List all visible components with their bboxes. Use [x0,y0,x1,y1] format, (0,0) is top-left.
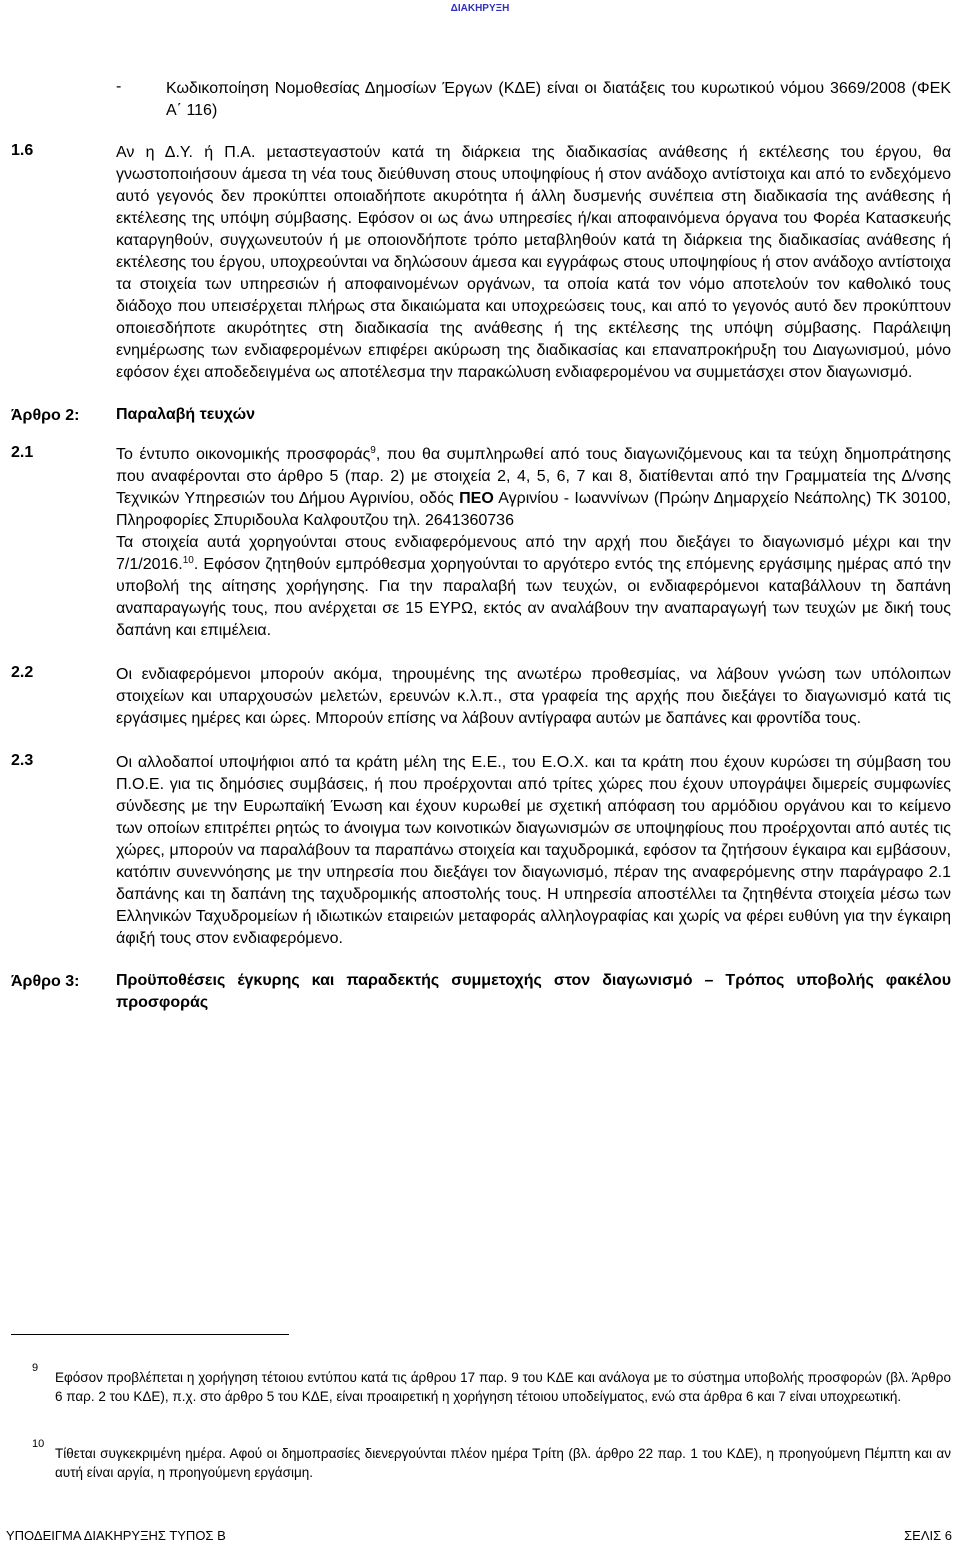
section-2-3 [0,752,960,950]
article-label: Άρθρο 2: [11,407,80,424]
footnote-ref-10[interactable]: 10 [182,555,194,566]
section-number: 1.6 [11,142,34,159]
text-run: Το έντυπο οικονομικής προσφοράς [116,446,371,463]
section-2-1 [0,444,960,642]
article-title: Παραλαβή τευχών [116,406,255,423]
text-run: Αγρινίου - Ιωαννίνων (Πρώην Δημαρχείο Νεάπολης) ΤΚ 30100, Πληροφορίες Σπυριδουλα Καλφουτζου τηλ. 2641360736 [116,490,952,529]
section-text-p1 [116,444,951,532]
section-text-p2 [116,532,951,642]
article-label: Άρθρο 3: [11,973,80,990]
text-run: Τα στοιχεία αυτά χορηγούνται στους ενδιαφερόμενους από την αρχή που διεξάγει το διαγωνισμό μέχρι και την 7/1/2016. [116,534,951,573]
dash-item [0,78,960,122]
footnote-number: 9 [32,1362,39,1374]
section-text: Οι ενδιαφερόμενοι μπορούν ακόμα, τηρουμένης της ανωτέρω προθεσμίας, να λάβουν γνώση των υπόλοιπων στοιχείων και υπαρχουσών μελετών, ερευνών κ.λ.π., στα γραφεία της αρχής που διεξάγει το διαγωνισμό κατά τις εργάσιμες ημέρες και ώρες. Μπορούν επίσης να λάβουν αντίγραφα αυτών με δαπάνες και φροντίδα τους. [116,666,951,727]
text-run: , που θα συμπληρωθεί από τους διαγωνιζόμενους και τα τεύχη δημοπράτησης που αναφέρονται στο άρθρο 5 (παρ. 2) με στοιχεία 2, 4, 5, 6, 7 και 8, διατίθενται από την Γραμματεία της Δ/νσης Τεχνικών Υπηρεσιών του Δήμου Αγρινίου, οδός [116,446,952,507]
section-2-2 [0,664,960,730]
footnote-ref-9[interactable]: 9 [370,445,376,456]
footnote-9 [0,1362,960,1406]
page-header-title: ΔΙΑΚΗΡΥΞΗ [450,3,510,14]
section-1-6 [0,142,960,384]
footer-doc-title: ΥΠΟΔΕΙΓΜΑ ΔΙΑΚΗΡΥΞΗΣ ΤΥΠΟΣ Β [6,1528,226,1543]
section-number: 2.1 [11,444,34,461]
section-text: Αν η Δ.Υ. ή Π.Α. μεταστεγαστούν κατά τη διάρκεια της διαδικασίας ανάθεσης ή εκτέλεσης του έργου, θα γνωστοποιήσουν άμεσα τη νέα τους διεύθυνση στους υποψηφίους ή στον ανάδοχο αντίστοιχα και από το ενδεχόμενο αυτό γεγονός δεν προκύπτει οποιαδήποτε ακυρότητα ή άλλη δυσμενής συνέπεια στη διαδικασία της ανάθεσης ή εκτέλεσης της υπόψη σύμβασης. Εφόσον οι ως άνω υπηρεσίες ή/και αποφαινόμενα όργανα του Φορέα Κατασκευής καταργηθούν, συγχωνευτούν ή με οποιονδήποτε τρόπο μεταβληθούν κατά τη διάρκεια της διαδικασίας ανάθεσης ή εκτέλεσης του έργου, υποχρεούνται να δηλώσουν άμεσα και εγγράφως στους υποψηφίους ή στον ανάδοχο αντίστοιχα τα στοιχεία των υπηρεσιών ή αποφαινομένων οργάνων, τα οποία κατά τον νόμο αποτελούν τον καθολικό τους διάδοχο που υπεισέρχεται πλήρως στα δικαιώματα και υποχρεώσεις τους, και από το γεγονός αυτό δεν προκύπτουν οποιεσδήποτε ακυρότητες στη διαδικασία της ανάθεσης ή της εκτέλεσης της υπόψη σύμβασης. Παράλειψη ενημέρωσης των ενδιαφερομένων επιφέρει ακύρωση της διαδικασίας και επαναπροκήρυξη του Διαγωνισμού, μόνο εφόσον έχει αποδεδειγμένα ως αποτέλεσμα την παρακώλυση ενδιαφερομένου να συμμετάσχει στον διαγωνισμό. [116,144,951,381]
article-2-heading [0,404,960,426]
footnote-10 [0,1438,960,1482]
dash-bullet: - [116,78,122,95]
section-text: Οι αλλοδαποί υποψήφιοι από τα κράτη μέλη της Ε.Ε., του Ε.Ο.Χ. και τα κράτη που έχουν κυρώσει τη σύμβαση του Π.Ο.Ε. για τις δημόσιες συμβάσεις, ή που προέρχονται από τρίτες χώρες που έχουν υπογράψει διμερείς συμφωνίες σύνδεσης με την Ευρωπαϊκή Ένωση και έχουν κυρωθεί με σχετική απόφαση του αρμόδιου οργάνου και το κείμενο των οποίων επιτρέπει ρητώς το άνοιγμα των κοινοτικών διαγωνισμών σε υποψηφίους που προέρχονται από αυτές τις χώρες, μπορούν να παραλάβουν τα παραπάνω στοιχεία και ταχυδρομικά, εφόσον τα ζητήσουν έγκαιρα και εμβάσουν, κατόπιν συνεννόησης με την υπηρεσία που διεξάγει τον διαγωνισμό, πέραν της αναφερόμενης στην παράγραφο 2.1 δαπάνης και τη δαπάνη της ταχυδρομικής αποστολής τους. Η υπηρεσία αποστέλλει τα ζητηθέντα στοιχεία μέσω των Ελληνικών Ταχυδρομείων ή ιδιωτικών εταιρειών μεταφοράς αλληλογραφίας και χωρίς να φέρει ευθύνη για την έγκαιρη άφιξή τους στον ενδιαφερόμενο. [116,754,951,947]
article-title: Προϋποθέσεις έγκυρης και παραδεκτής συμμετοχής στον διαγωνισμό – Τρόπος υποβολής φακέλου προσφοράς [116,972,951,1011]
article-3-heading [0,970,960,1014]
bold-text: ΠΕΟ [459,490,494,507]
footnote-separator [11,1334,289,1335]
footer-page-number: ΣΕΛΙΣ 6 [904,1528,952,1543]
text-run: . Εφόσον ζητηθούν εμπρόθεσμα χορηγούνται το αργότερο εντός της επόμενης εργάσιμης ημέρας από την υποβολή της αίτησης χορήγησης. Για την παραλαβή των τευχών, οι ενδιαφερόμενοι καταβάλλουν τη δαπάνη αναπαραγωγής τους, που ανέρχεται σε 15 ΕΥΡΩ, εκτός αν αναλάβουν την αναπαραγωγή των τευχών με δική τους δαπάνη και επιμέλεια. [116,556,951,639]
footnote-text: Τίθεται συγκεκριμένη ημέρα. Αφού οι δημοπρασίες διενεργούνται πλέον ημέρα Τρίτη (βλ. άρθρο 22 παρ. 1 του ΚΔΕ), η προηγούμενη Πέμπτη και αν αυτή είναι αργία, η προηγούμενη εργάσιμη. [55,1446,951,1480]
document-body [0,78,960,1014]
footnote-text: Εφόσον προβλέπεται η χορήγηση τέτοιου εντύπου κατά τις άρθρου 17 παρ. 9 του ΚΔΕ και ανάλογα με το σύστημα υποβολής προσφορών (βλ. Άρθρο 6 παρ. 2 του ΚΔΕ), π.χ. στο άρθρο 5 του ΚΔΕ, είναι προαιρετική η χορήγηση τέτοιου υποδείγματος, ενώ στα άρθρα 6 και 7 είναι υποχρεωτική. [55,1370,951,1404]
section-number: 2.3 [11,752,34,769]
dash-item-text: Κωδικοποίηση Νομοθεσίας Δημοσίων Έργων (ΚΔΕ) είναι οι διατάξεις του κυρωτικού νόμου 3669/2008 (ΦΕΚ Α΄ 116) [166,80,951,119]
footnote-number: 10 [32,1438,45,1450]
section-number: 2.2 [11,664,34,681]
